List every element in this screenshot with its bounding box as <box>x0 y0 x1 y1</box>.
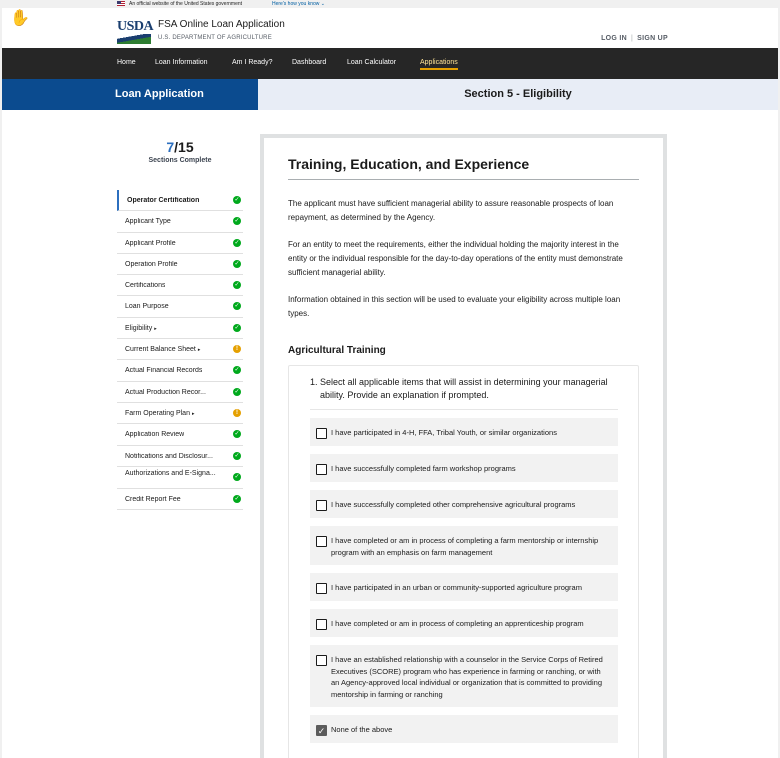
step-label: Actual Production Recor... <box>125 388 206 396</box>
step-application-review[interactable] <box>117 424 243 445</box>
gov-banner-link[interactable]: Here's how you know ⌄ <box>272 1 325 7</box>
step-label: Operator Certification <box>127 197 200 204</box>
caret-right-icon: ▸ <box>191 410 195 417</box>
step-actual-financial-records[interactable] <box>117 360 243 381</box>
usda-swoosh-icon <box>117 34 151 44</box>
step-loan-purpose[interactable] <box>117 296 243 317</box>
step-label: Authorizations and E-Signa... <box>125 469 216 477</box>
caret-right-icon: ▸ <box>154 325 157 332</box>
intro-paragraph-2: For an entity to meet the requirements, either the individual holding the majority interest in the entity or the individual responsible for the day-to-day operations of the entity must demonstrate sufficient managerial ability. <box>288 240 623 277</box>
section-title: Section 5 - Eligibility <box>258 79 778 110</box>
check-circle-icon: ✓ <box>234 197 240 203</box>
option-score-counselor[interactable] <box>310 645 618 707</box>
check-circle-icon: ✓ <box>234 367 240 374</box>
usda-logo-text: USDA <box>117 19 154 34</box>
checkbox[interactable] <box>316 619 327 630</box>
step-label: Farm Operating Plan <box>125 409 190 417</box>
step-eligibility[interactable] <box>117 318 243 339</box>
step-label: Credit Report Fee <box>125 495 181 503</box>
option-mentorship[interactable] <box>310 526 618 565</box>
hand-cursor-icon: ✋ <box>10 10 30 27</box>
check-circle-icon: ✓ <box>234 239 240 246</box>
gov-banner <box>2 0 778 8</box>
usda-logo[interactable] <box>117 19 154 44</box>
step-current-balance-sheet[interactable] <box>117 339 243 360</box>
nav-applications[interactable]: Applications <box>420 59 458 70</box>
option-farm-workshop[interactable] <box>310 454 618 482</box>
option-none-of-the-above[interactable] <box>310 715 618 743</box>
warning-circle-icon: ! <box>233 409 241 417</box>
step-authorizations-and-e-signatures[interactable] <box>117 467 243 489</box>
option-label: I have participated in an urban or community-supported agriculture program <box>331 583 582 592</box>
step-label: Applicant Type <box>125 218 171 226</box>
page <box>2 0 778 758</box>
nav-home[interactable]: Home <box>117 59 136 66</box>
nav-am-i-ready[interactable]: Am I Ready? <box>232 59 273 66</box>
nav-dashboard[interactable]: Dashboard <box>292 59 327 66</box>
step-credit-report-fee[interactable] <box>117 489 243 510</box>
signup-link[interactable]: SIGN UP <box>637 35 668 42</box>
step-farm-operating-plan[interactable] <box>117 403 243 424</box>
step-label: Eligibility <box>125 324 153 332</box>
step-actual-production-records[interactable] <box>117 382 243 403</box>
checkbox[interactable] <box>316 464 327 475</box>
page-title: Training, Education, and Experience <box>288 156 639 180</box>
check-circle-icon: ✓ <box>234 282 240 289</box>
nav-loan-calculator[interactable]: Loan Calculator <box>347 59 397 66</box>
checkbox[interactable] <box>316 536 327 547</box>
option-4h-ffa[interactable] <box>310 418 618 446</box>
check-circle-icon: ✓ <box>234 495 240 502</box>
progress-total: /15 <box>174 139 194 155</box>
us-flag-icon <box>117 1 125 6</box>
option-apprenticeship[interactable] <box>310 609 618 637</box>
option-label: I have completed or am in process of completing an apprenticeship program <box>331 619 584 628</box>
nav-loan-information[interactable]: Loan Information <box>155 59 208 66</box>
step-label: Certifications <box>125 282 166 290</box>
main-card <box>260 134 667 758</box>
checkbox[interactable] <box>316 500 327 511</box>
gov-banner-text: An official website of the United States government <box>129 1 243 7</box>
intro-paragraph-3: Information obtained in this section will be used to evaluate your eligibility across multiple loan types. <box>288 295 621 318</box>
caret-right-icon: ▸ <box>197 347 201 354</box>
option-label: I have an established relationship with a counselor in the Service Corps of Retired Executives (SCORE) program who has experience in farming or ranching, or with an Agency-approved local individual or organization that is committed to providing mentorship in farming or ranching <box>331 655 603 699</box>
app-title: FSA Online Loan Application <box>158 19 285 30</box>
option-label: I have participated in 4-H, FFA, Tribal Youth, or similar organizations <box>331 428 557 437</box>
progress-label: Sections Complete <box>148 157 212 164</box>
login-link[interactable]: LOG IN <box>601 35 627 42</box>
option-urban-agriculture[interactable] <box>310 573 618 601</box>
option-label: I have successfully completed other comprehensive agricultural programs <box>331 500 576 509</box>
step-label: Application Review <box>125 431 185 439</box>
option-label: I have completed or am in process of completing a farm mentorship or internship program with an emphasis on farm management <box>331 536 599 557</box>
step-label: Actual Financial Records <box>125 367 203 375</box>
progress-count <box>117 139 243 155</box>
check-circle-icon: ✓ <box>234 218 240 225</box>
step-label: Operation Profile <box>125 260 178 268</box>
step-label: Loan Purpose <box>125 303 169 311</box>
check-circle-icon: ✓ <box>234 260 240 267</box>
check-circle-icon: ✓ <box>234 388 240 395</box>
department-name: U.S. DEPARTMENT OF AGRICULTURE <box>158 35 272 41</box>
checkbox[interactable] <box>316 428 327 439</box>
check-circle-icon: ✓ <box>234 324 240 331</box>
step-certifications[interactable] <box>117 275 243 296</box>
section-steps <box>117 190 243 510</box>
checkbox[interactable] <box>316 655 327 666</box>
check-circle-icon: ✓ <box>234 431 240 438</box>
step-applicant-type[interactable] <box>117 211 243 232</box>
option-label: None of the above <box>331 725 393 734</box>
warning-circle-icon: ! <box>233 345 241 353</box>
question-text: 1. Select all applicable items that will assist in determining your managerial ability. Provide an explanation if prompted. <box>310 376 618 410</box>
step-label: Current Balance Sheet <box>125 346 196 354</box>
option-label: I have successfully completed farm workshop programs <box>331 464 516 473</box>
step-operation-profile[interactable] <box>117 254 243 275</box>
auth-links <box>601 35 668 42</box>
loan-application-heading: Loan Application <box>2 79 258 110</box>
question-box <box>288 365 639 758</box>
check-circle-icon: ✓ <box>234 452 240 459</box>
check-circle-icon: ✓ <box>234 473 240 480</box>
step-notifications-and-disclosures[interactable] <box>117 446 243 467</box>
option-comprehensive-programs[interactable] <box>310 490 618 518</box>
intro-paragraph-1: The applicant must have sufficient managerial ability to assure reasonable prospects of loan repayment, as determined by the Agency. <box>288 199 614 222</box>
step-operator-certification[interactable] <box>117 190 243 211</box>
check-circle-icon: ✓ <box>234 303 240 310</box>
step-label: Notifications and Disclosur... <box>125 452 213 460</box>
checkbox[interactable] <box>316 583 327 594</box>
auth-separator: | <box>630 35 634 42</box>
checkbox-checked-icon[interactable]: ✓ <box>317 726 326 736</box>
progress-completed: 7 <box>166 139 175 155</box>
progress-summary <box>117 139 243 164</box>
step-applicant-profile[interactable] <box>117 233 243 254</box>
main-nav <box>2 48 778 79</box>
agricultural-training-heading: Agricultural Training <box>288 345 386 356</box>
step-label: Applicant Profile <box>125 239 176 247</box>
